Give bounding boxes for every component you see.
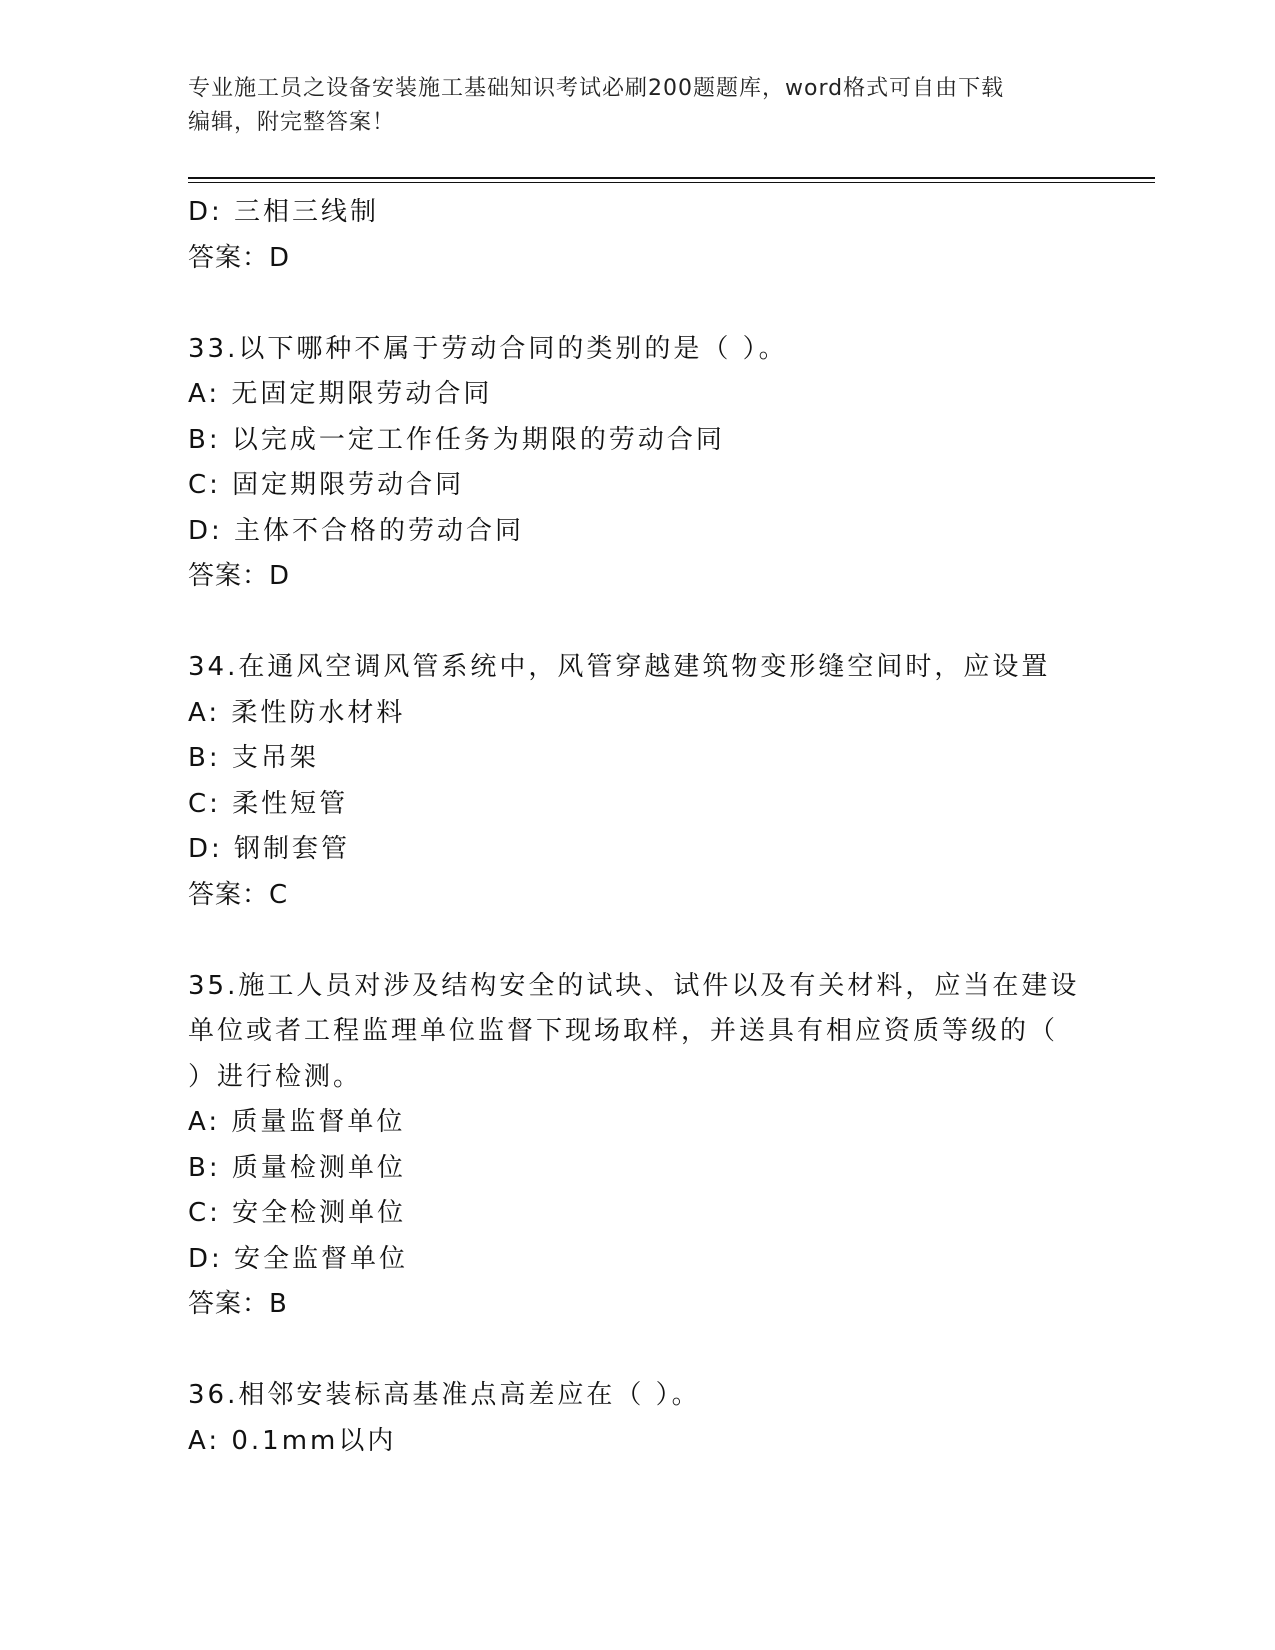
question-stem: 36.相邻安装标高基准点高差应在（ ）。 [188,1380,701,1410]
spacer [188,1328,1088,1374]
option-c: C: 柔性短管 [188,788,349,819]
option-b: B: 以完成一定工作任务为期限的劳动合同 [188,424,725,455]
option-c: C: 固定期限劳动合同 [188,470,465,500]
question-stem-line-2: 单位或者工程监理单位监督下现场取样，并送具有相应资质等级的（ [188,1016,1059,1046]
option-d: D: 主体不合格的劳动合同 [188,515,525,546]
question-stem: 33.以下哪种不属于劳动合同的类别的是（ ）。 [188,333,788,364]
question-34 [188,645,1088,918]
question-stem-line-1: 35.施工人员对涉及结构安全的试块、试件以及有关材料，应当在建设 [188,970,1080,1001]
option-b: B: 质量检测单位 [188,1152,406,1183]
header-rule-thick [188,177,1155,179]
header-line-1: 专业施工员之设备安装施工基础知识考试必刷200题题库，word格式可自由下载 [188,76,1005,101]
question-stem-line-3: ）进行检测。 [188,1061,363,1092]
spacer [188,918,1088,964]
question-33 [188,327,1088,600]
header-rule-thin [188,182,1155,183]
spacer [188,600,1088,646]
page-header [188,72,1088,140]
answer-line: 答案：D [188,242,291,273]
option-a: A: 质量监督单位 [188,1107,406,1137]
option-c: C: 安全检测单位 [188,1198,407,1228]
spacer [188,281,1088,327]
option-a: A: 无固定期限劳动合同 [188,379,493,409]
option-a: A: 柔性防水材料 [188,697,406,728]
answer-line: 答案：B [188,1289,288,1319]
option-b: B: 支吊架 [188,743,319,773]
answer-line: 答案：D [188,561,291,591]
option-a: A: 0.1mm以内 [188,1425,397,1456]
option-d: D: 三相三线制 [188,197,380,227]
header-line-2: 编辑，附完整答案！ [188,110,396,135]
option-d: D: 安全监督单位 [188,1243,409,1274]
question-36 [188,1373,1088,1464]
question-35 [188,964,1088,1328]
option-d: D: 钢制套管 [188,834,351,864]
answer-line: 答案：C [188,879,289,910]
question-content [188,190,1088,1464]
question-stem: 34.在通风空调风管系统中，风管穿越建筑物变形缝空间时，应设置 [188,652,1051,682]
